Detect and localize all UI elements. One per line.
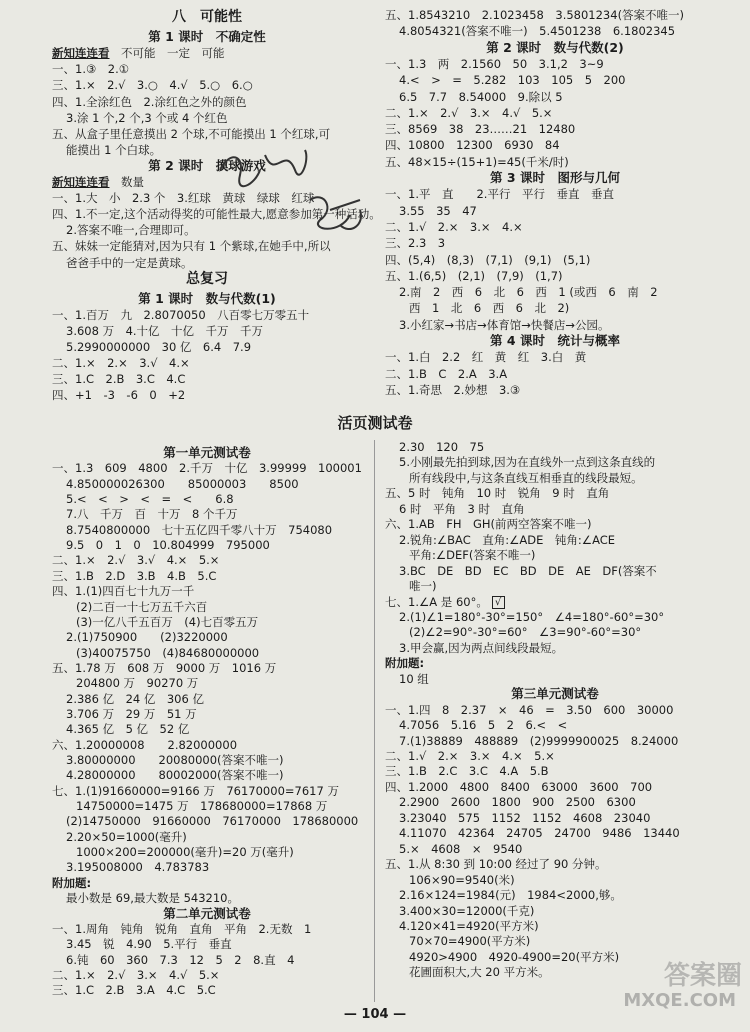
answer-line: 唯一) <box>409 579 437 594</box>
answer-line: (2)∠2=90°-30°=60° ∠3=90°-60°=30° <box>409 625 642 640</box>
answer-line: 三、8569 38 23……21 12480 <box>385 122 576 137</box>
answer-line: 3.23040 575 1152 1152 4608 23040 <box>399 810 651 825</box>
answer-line: 3.608 万 4.十亿 十亿 千万 千万 <box>66 323 264 338</box>
answer-line: 3.涂 1 个,2 个,3 个或 4 个红色 <box>66 110 228 125</box>
answer-line: 二、1.× 2.√ 3.× 4.√ 5.× <box>52 967 220 982</box>
answer-line: 一、1.白 2.2 红 黄 红 3.白 黄 <box>385 350 587 365</box>
answer-line: 七、1.∠A 是 60°。 √ <box>385 595 505 609</box>
answer-line: 四、1.2000 4800 8400 63000 3600 700 <box>385 779 653 794</box>
answer-line: 能摸出 1 个白球。 <box>66 142 162 157</box>
answer-line: 4.28000000 80002000(答案不唯一) <box>66 768 284 783</box>
answer-line: 五、1.8543210 2.1023458 3.5801234(答案不唯一) <box>385 8 685 22</box>
checkbox-mark: √ <box>492 596 505 609</box>
answer-line: 2.16×124=1984(元) 1984<2000,够。 <box>399 888 622 903</box>
watermark-url: MXQE.COM <box>623 990 736 1011</box>
answer-line: 70×70=4900(平方米) <box>409 934 531 949</box>
answer-line: 四、10800 12300 6930 84 <box>385 138 560 153</box>
answer-line: 8.7540800000 七十五亿四千零八十万 754080 <box>66 522 333 537</box>
answer-line: 五、1.奇思 2.妙想 3.③ <box>385 382 521 397</box>
answer-line: 五、48×15÷(15+1)=45(千米/时) <box>385 154 569 169</box>
answer-line: 一、1.③ 2.① <box>52 62 130 77</box>
answer-line: 七、1.(1)91660000=9166 万 76170000=7617 万 <box>52 783 339 798</box>
answer-line: 2.(1)750900 (2)3220000 <box>66 630 228 645</box>
answer-line: 五、1.78 万 608 万 9000 万 1016 万 <box>52 660 277 675</box>
section-heading: 第三单元测试卷 <box>511 686 599 702</box>
answer-line: 4.11070 42364 24705 24700 9486 13440 <box>399 826 680 841</box>
answer-line: 3.小红家→书店→体育馆→快餐店→公园。 <box>399 317 610 332</box>
answer-line: 3.706 万 29 万 51 万 <box>66 706 197 721</box>
answer-line: 6 时 平角 3 时 直角 <box>399 501 525 516</box>
section-heading: 第 2 课时 摸球游戏 <box>148 157 266 173</box>
answer-line: 二、1.B C 2.A 3.A <box>385 366 508 381</box>
answer-line: 六、1.20000008 2.82000000 <box>52 737 238 752</box>
answer-line: 3.195008000 4.783783 <box>66 860 210 875</box>
column-divider <box>374 440 375 1002</box>
answer-line: 五、妹妹一定能猜对,因为只有 1 个紫球,在她手中,所以 <box>52 239 331 254</box>
answer-line: (3)40075750 (4)84680000000 <box>76 645 260 660</box>
answer-line: 三、1.C 2.B 3.C 4.C <box>52 372 186 387</box>
answer-line: 三、1.C 2.B 3.A 4.C 5.C <box>52 983 216 998</box>
answer-line <box>52 46 225 60</box>
answer-line: 附加题: <box>52 875 92 890</box>
answer-line: 三、2.3 3 <box>385 236 446 251</box>
answer-line: 四、1.不一定,这个活动得奖的可能性最大,愿意参加第一种活动。 <box>52 207 381 222</box>
answer-line: 四、(5,4) (8,3) (7,1) (9,1) (5,1) <box>385 252 591 267</box>
section-heading: 总复习 <box>186 270 228 287</box>
answer-line: 3.45 锐 4.90 5.平行 垂直 <box>66 937 232 952</box>
answer-line: 爸爸手中的一定是黄球。 <box>66 255 193 270</box>
answer-line: 四、1.全涂红色 2.涂红色之外的颜色 <box>52 94 247 109</box>
answer-line: 2.2900 2600 1800 900 2500 6300 <box>399 795 636 810</box>
answer-line: (2)14750000 91660000 76170000 178680000 <box>66 814 359 829</box>
section-heading: 第 3 课时 图形与几何 <box>490 170 620 185</box>
answer-text: 不可能 一定 可能 <box>109 46 225 61</box>
answer-line: (3)一亿八千五百万 (4)七百零五万 <box>76 614 259 629</box>
answer-line: 四、+1 -3 -6 0 +2 <box>52 388 186 403</box>
page-number: — 104 — <box>343 1007 407 1022</box>
answer-line: 3.BC DE BD EC BD DE AE DF(答案不 <box>399 563 657 578</box>
answer-line: 四、1.(1)四百七十九万一千 <box>52 584 195 599</box>
answer-line: 5.小刚最先拍到球,因为在直线外一点到这条直线的 <box>399 455 656 470</box>
answer-line: 一、1.百万 九 2.8070050 八百零七万零五十 <box>52 307 310 322</box>
handwriting-scribble <box>200 140 380 250</box>
section-heading: 第二单元测试卷 <box>163 905 251 921</box>
answer-line: 花圃面积大,大 20 平方米。 <box>409 965 550 980</box>
answer-line: 一、1.平 直 2.平行 平行 垂直 垂直 <box>385 187 614 202</box>
answer-line: 2.南 2 西 6 北 6 西 1 (或西 6 南 2 <box>399 285 658 300</box>
new-knowledge-tag: 新知连连看 <box>52 175 110 189</box>
answer-line: 西 1 北 6 西 6 北 2) <box>409 301 570 316</box>
answer-line: 二、1.√ 2.× 3.× 4.× 5.× <box>385 749 555 763</box>
answer-line: 三、1.B 2.C 3.C 4.A 5.B <box>385 764 549 779</box>
answer-line: 三、1.× 2.√ 3.○ 4.√ 5.○ 6.○ <box>52 78 253 93</box>
answer-line: 附加题: <box>385 656 425 671</box>
answer-line: 204800 万 90270 万 <box>76 676 199 691</box>
answer-line: 一、1.3 两 2.1560 50 3.1,2 3~9 <box>385 56 604 71</box>
answer-line: 4920>4900 4920-4900=20(平方米) <box>409 949 620 964</box>
section-heading: 第 1 课时 不确定性 <box>148 29 266 45</box>
answer-line: 二、1.× 2.√ 3.× 4.√ 5.× <box>385 105 553 120</box>
answer-line: 9.5 0 1 0 10.804999 795000 <box>66 538 270 553</box>
answer-line: 106×90=9540(米) <box>409 872 515 887</box>
answer-line: 5.< < > < = < 6.8 <box>66 492 234 507</box>
answer-line: 2.答案不唯一,合理即可。 <box>66 223 196 238</box>
section-title-test-papers: 活页测试卷 <box>337 414 413 432</box>
section-heading: 第 1 课时 数与代数(1) <box>138 290 276 306</box>
answer-line: 3.80000000 20080000(答案不唯一) <box>66 753 284 767</box>
answer-line: 5.× 4608 × 9540 <box>399 841 523 856</box>
answer-line: 三、1.B 2.D 3.B 4.B 5.C <box>52 568 217 583</box>
answer-line: 一、1.3 609 4800 2.千万 十亿 3.99999 100001 <box>52 461 362 476</box>
section-heading: 第 4 课时 统计与概率 <box>490 333 620 348</box>
watermark-logo: 答案圈 <box>663 961 742 991</box>
answer-line: 10 组 <box>399 671 429 686</box>
answer-line: 一、1.四 8 2.37 × 46 = 3.50 600 30000 <box>385 702 674 717</box>
answer-line: 2.(1)∠1=180°-30°=150° ∠4=180°-60°=30° <box>399 609 665 624</box>
answer-line: 五、1.(6,5) (2,1) (7,9) (1,7) <box>385 268 563 283</box>
answer-line: (2)二百一十七万五千六百 <box>76 599 208 614</box>
section-heading: 第一单元测试卷 <box>163 445 251 460</box>
answer-text: 数量 <box>109 175 144 189</box>
answer-line: 一、1.大 小 2.3 个 3.红球 黄球 绿球 红球 <box>52 191 315 206</box>
answer-line: 7.(1)38889 488889 (2)9999900025 8.24000 <box>399 733 679 748</box>
answer-line: 3.甲会赢,因为两点间线段最短。 <box>399 640 564 655</box>
answer-line: 4.850000026300 85000003 8500 <box>66 476 299 491</box>
answer-line: 5.2990000000 30 亿 6.4 7.9 <box>66 340 252 354</box>
answer-line: 3.400×30=12000(千克) <box>399 903 535 918</box>
answer-line: 2.锐角:∠BAC 直角:∠ADE 钝角:∠ACE <box>399 532 616 547</box>
answer-line: 6.钝 60 360 7.3 12 5 2 8.直 4 <box>66 952 295 967</box>
answer-line: 五、1.从 8:30 到 10:00 经过了 90 分钟。 <box>385 857 607 872</box>
answer-line: 4.120×41=4920(平方米) <box>399 918 539 933</box>
answer-line: 1000×200=200000(毫升)=20 万(毫升) <box>76 845 294 860</box>
section-heading: 八 可能性 <box>172 9 242 25</box>
answer-line: 一、1.周角 钝角 锐角 直角 平角 2.无数 1 <box>52 921 312 936</box>
answer-line: 3.55 35 47 <box>399 203 477 218</box>
answer-line: 4.7056 5.16 5 2 6.< < <box>399 718 568 733</box>
new-knowledge-tag: 新知连连看 <box>52 46 110 61</box>
answer-line: 2.386 亿 24 亿 306 亿 <box>66 691 204 706</box>
answer-line: 4.8054321(答案不唯一) 5.4501238 6.1802345 <box>399 24 676 39</box>
answer-line: 所有线段中,与这条直线互相垂直的线段最短。 <box>409 470 643 485</box>
answer-line: 2.30 120 75 <box>399 440 485 454</box>
answer-line: 五、从盒子里任意摸出 2 个球,不可能摸出 1 个红球,可 <box>52 126 331 141</box>
section-heading: 第 2 课时 数与代数(2) <box>486 39 624 55</box>
answer-line: 4.365 亿 5 亿 52 亿 <box>66 722 190 737</box>
answer-line: 五、5 时 钝角 10 时 锐角 9 时 直角 <box>385 486 610 501</box>
answer-line: 平角:∠DEF(答案不唯一) <box>409 548 536 563</box>
answer-line: 6.5 7.7 8.54000 9.除以 5 <box>399 89 563 104</box>
answer-line: 2.20×50=1000(毫升) <box>66 829 187 844</box>
answer-line: 最小数是 69,最大数是 543210。 <box>66 891 239 906</box>
answer-line: 二、1.√ 2.× 3.× 4.× <box>385 219 523 234</box>
answer-line: 4.< > = 5.282 103 105 5 200 <box>399 73 626 88</box>
answer-line: 14750000=1475 万 178680000=17868 万 <box>76 799 328 814</box>
answer-line: 7.八 千万 百 十万 8 个千万 <box>66 507 238 522</box>
answer-line: 二、1.× 2.√ 3.√ 4.× 5.× <box>52 553 220 568</box>
answer-line: 六、1.AB FH GH(前两空答案不唯一) <box>385 517 592 532</box>
answer-line <box>52 175 144 189</box>
answer-line: 二、1.× 2.× 3.√ 4.× <box>52 356 190 371</box>
